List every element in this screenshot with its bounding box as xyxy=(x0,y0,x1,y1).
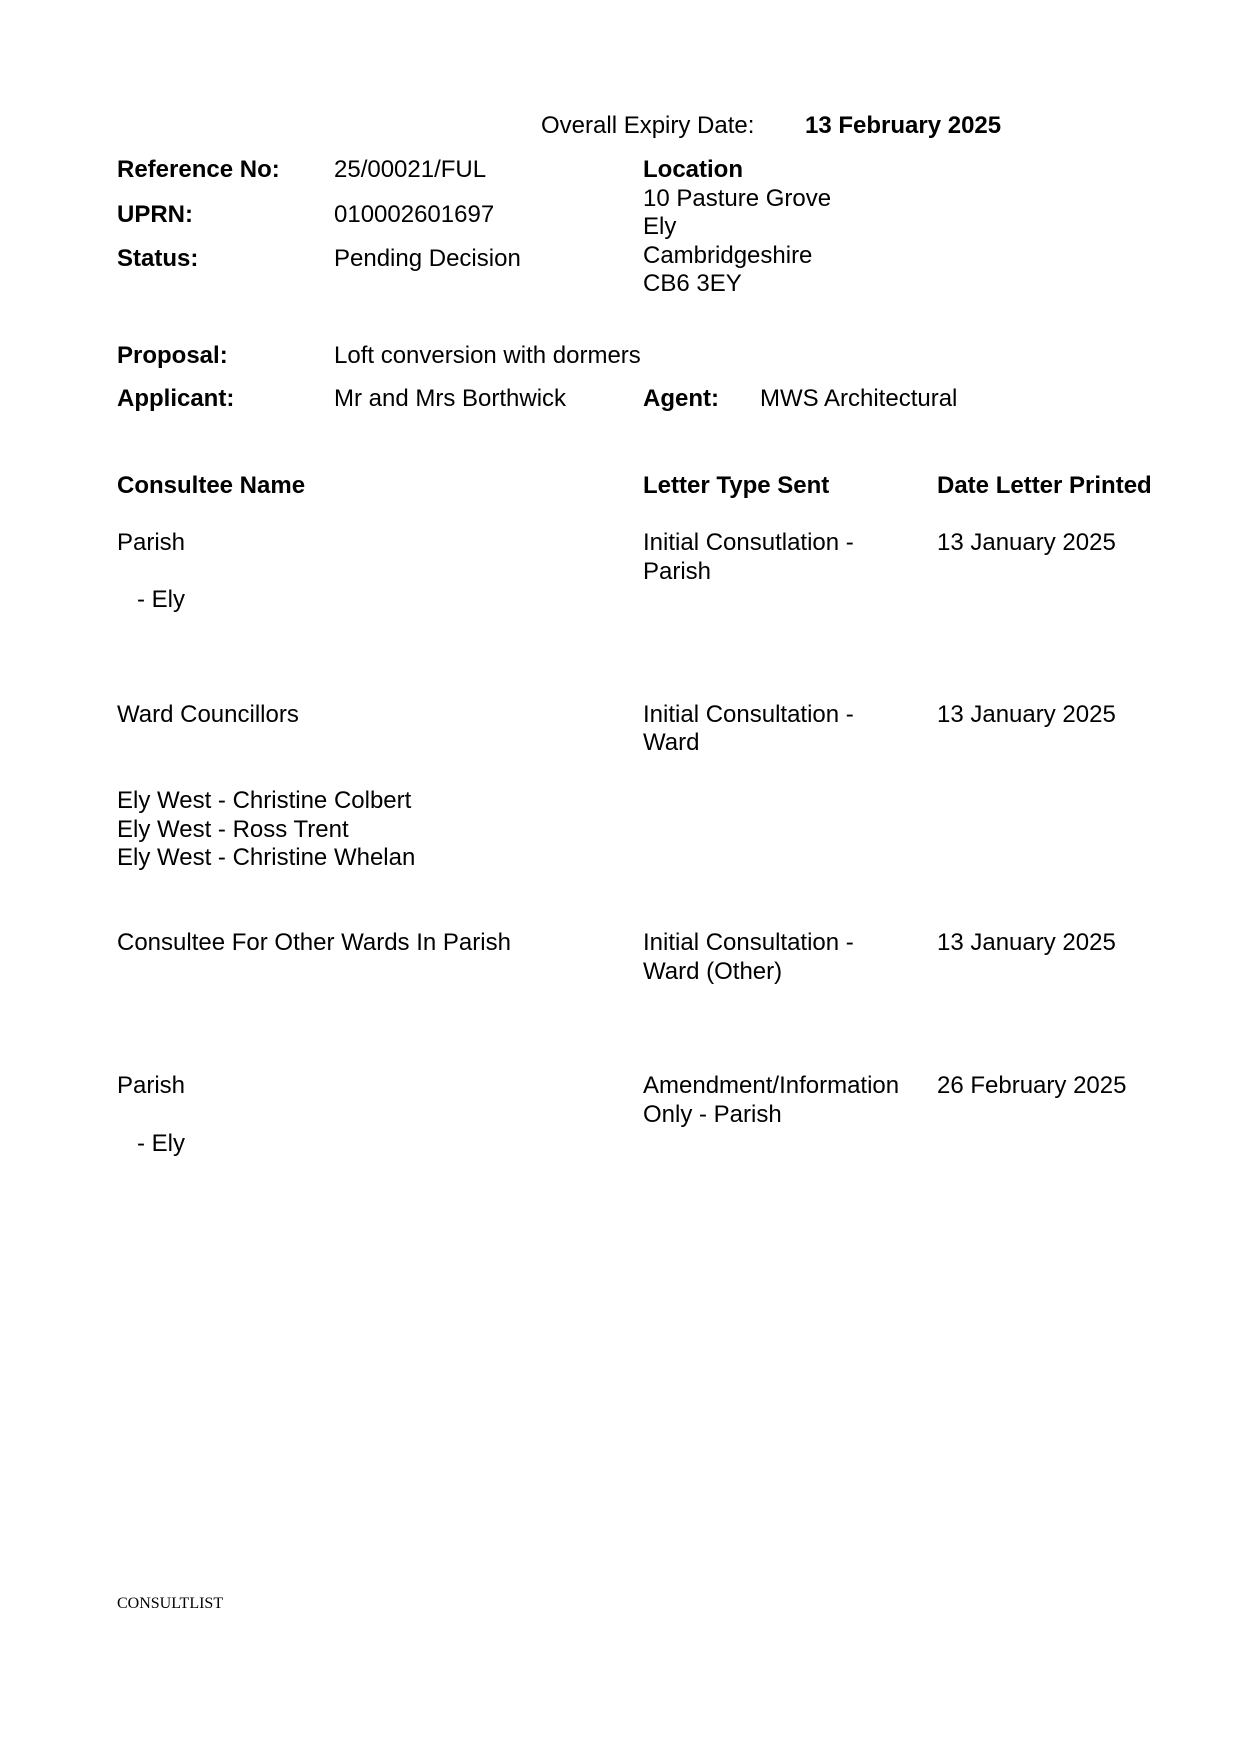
uprn-value: 010002601697 xyxy=(334,201,495,228)
letter-type: Ward xyxy=(643,729,700,756)
location-line: 10 Pasture Grove xyxy=(643,185,832,212)
agent-value: MWS Architectural xyxy=(760,385,958,412)
consultee-name: Consultee For Other Wards In Parish xyxy=(117,929,511,956)
consultee-sub: - Ely xyxy=(137,586,185,613)
consultee-sub: - Ely xyxy=(137,1130,185,1157)
uprn-label: UPRN: xyxy=(117,201,193,228)
column-header-letter-type: Letter Type Sent xyxy=(643,472,830,499)
letter-type: Parish xyxy=(643,558,712,585)
letter-type: Initial Consultation - xyxy=(643,929,854,956)
reference-label: Reference No: xyxy=(117,156,280,183)
letter-type: Initial Consutlation - xyxy=(643,529,854,556)
reference-value: 25/00021/FUL xyxy=(334,156,487,183)
letter-type: Initial Consultation - xyxy=(643,701,854,728)
status-value: Pending Decision xyxy=(334,245,521,272)
agent-label: Agent: xyxy=(643,385,719,412)
consultee-name: Ward Councillors xyxy=(117,701,299,728)
location-line: CB6 3EY xyxy=(643,270,742,297)
column-header-date-printed: Date Letter Printed xyxy=(937,472,1152,499)
report-code: CONSULTLIST xyxy=(117,1595,224,1612)
letter-type: Only - Parish xyxy=(643,1101,782,1128)
date-printed: 13 January 2025 xyxy=(937,929,1116,956)
column-header-consultee-name: Consultee Name xyxy=(117,472,306,499)
expiry-date-value: 13 February 2025 xyxy=(805,112,1002,139)
location-line: Cambridgeshire xyxy=(643,242,813,269)
location-label: Location xyxy=(643,156,743,183)
proposal-label: Proposal: xyxy=(117,342,228,369)
applicant-value: Mr and Mrs Borthwick xyxy=(334,385,567,412)
consultee-sub-line: Ely West - Christine Whelan xyxy=(117,844,416,871)
consultee-name: Parish xyxy=(117,529,186,556)
expiry-date-label: Overall Expiry Date: xyxy=(541,112,755,139)
date-printed: 13 January 2025 xyxy=(937,701,1116,728)
letter-type: Ward (Other) xyxy=(643,958,783,985)
applicant-label: Applicant: xyxy=(117,385,235,412)
date-printed: 13 January 2025 xyxy=(937,529,1116,556)
proposal-value: Loft conversion with dormers xyxy=(334,342,641,369)
date-printed: 26 February 2025 xyxy=(937,1072,1127,1099)
status-label: Status: xyxy=(117,245,199,272)
letter-type: Amendment/Information xyxy=(643,1072,900,1099)
consultee-sub-line: Ely West - Christine Colbert xyxy=(117,787,412,814)
consultee-sub-line: Ely West - Ross Trent xyxy=(117,816,349,843)
location-line: Ely xyxy=(643,213,677,240)
consultee-name: Parish xyxy=(117,1072,186,1099)
